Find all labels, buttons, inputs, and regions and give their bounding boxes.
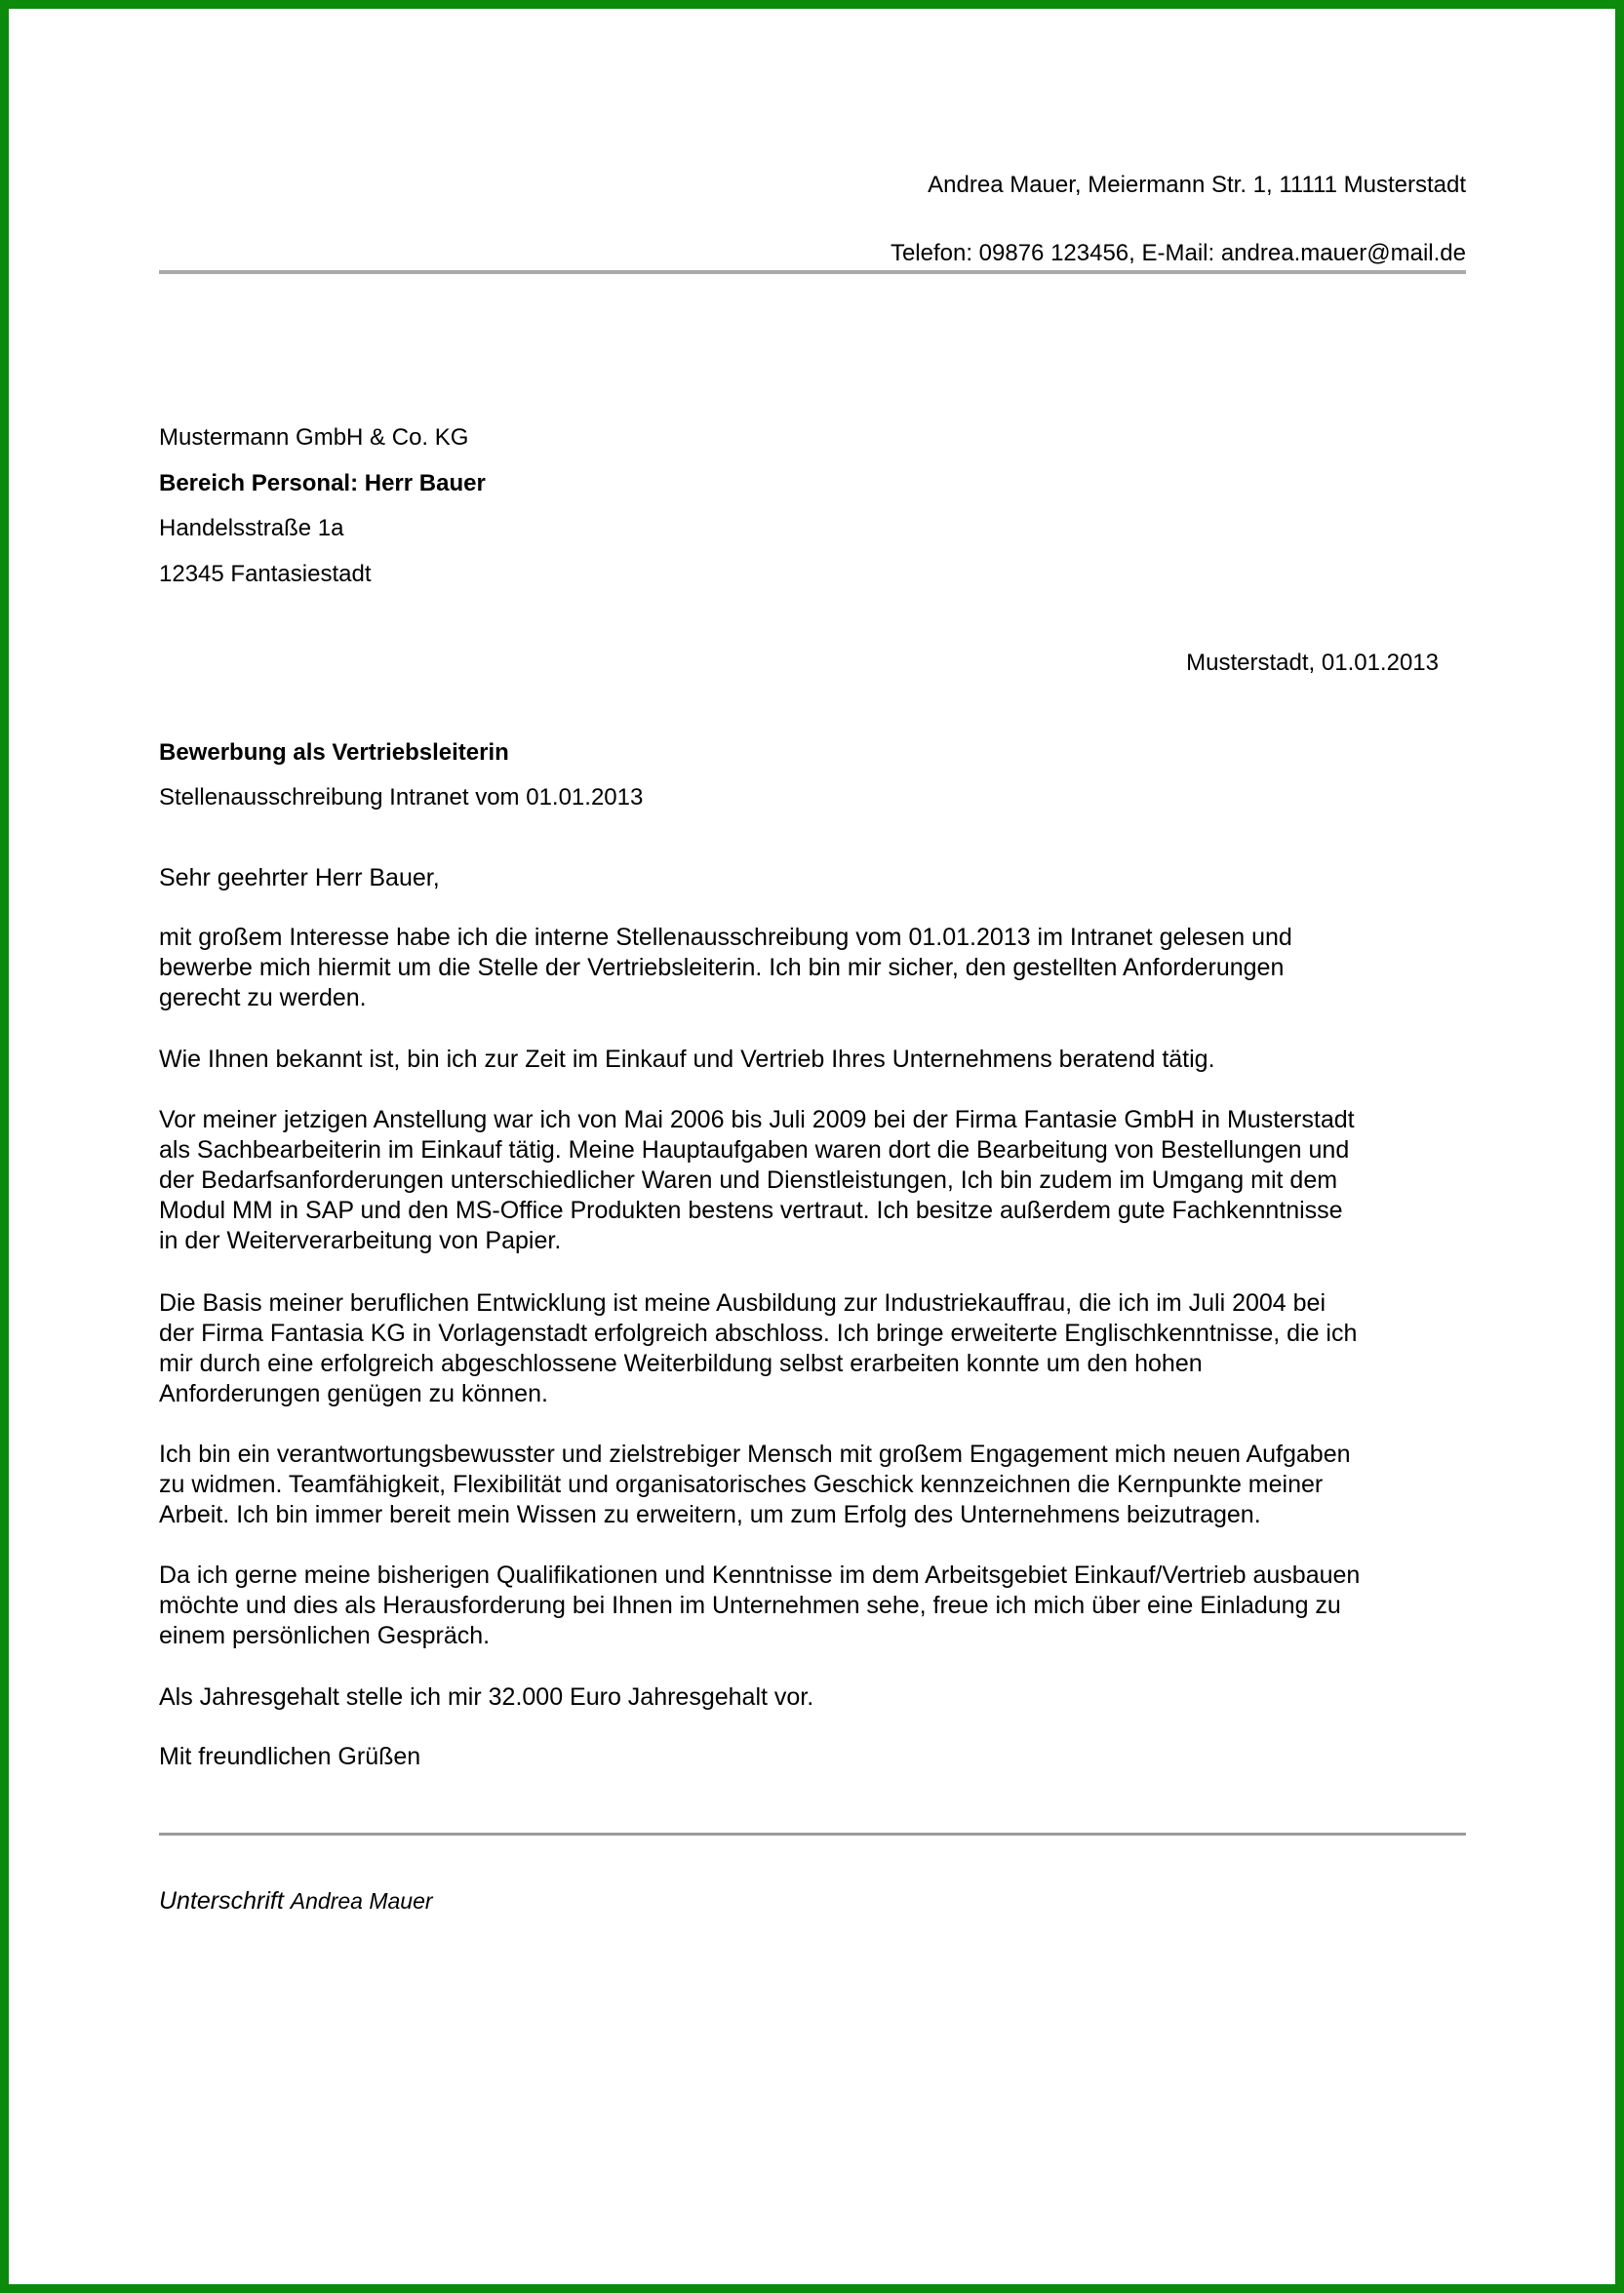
subject-title: Bewerbung als Vertriebsleiterin: [159, 739, 509, 766]
paragraph-text: Die Basis meiner beruflichen Entwicklung ist meine Ausbildung zur Industriekauffrau, die ich im Juli 2004 bei der Firma Fantasia KG in Vorlagenstadt erfolgreich abschloss. Ich bringe erweiterte Englischkenntnisse, die ich mir durch eine erfolgreich abgeschlossene Weiterbildung selbst erarbeiten konnte um den hohen Anforderungen genügen zu können.: [159, 1289, 1358, 1407]
paragraph-text: Vor meiner jetzigen Anstellung war ich von Mai 2006 bis Juli 2009 bei der Firma Fantasie GmbH in Musterstadt als Sachbearbeiterin im Einkauf tätig. Meine Hauptaufgaben waren dort die Bearbeitung von Bestellungen und der Bedarfsanforderungen unterschiedlicher Waren und Dienstleistungen, Ich bin zudem im Umgang mit dem Modul MM in SAP und den MS-Office Produkten bestens vertraut. Ich besitze außerdem gute Fachkenntnisse in der Weiterverarbeitung von Papier.: [159, 1106, 1355, 1254]
paragraph-2: [159, 1045, 1466, 1075]
recipient-company: Mustermann GmbH & Co. KG: [159, 424, 469, 451]
salutation: Sehr geehrter Herr Bauer,: [159, 864, 440, 891]
paragraph-text: Wie Ihnen bekannt ist, bin ich zur Zeit im Einkauf und Vertrieb Ihres Unternehmens beratend tätig.: [159, 1046, 1215, 1073]
signature-label: Unterschrift: [159, 1887, 284, 1915]
subject-reference: Stellenausschreibung Intranet vom 01.01.2013: [159, 784, 644, 810]
paragraph-text: Ich bin ein verantwortungsbewusster und zielstrebiger Mensch mit großem Engagement mich neuen Aufgaben zu widmen. Teamfähigkeit, Flexibilität und organisatorisches Geschick kennzeichnen die Kernpunkte meiner Arbeit. Ich bin immer bereit mein Wissen zu erweitern, um zum Erfolg des Unternehmens beizutragen.: [159, 1441, 1351, 1528]
recipient-department: Bereich Personal: Herr Bauer: [159, 470, 486, 496]
header-divider: [159, 270, 1466, 274]
paragraph-6: [159, 1561, 1466, 1651]
signature-name: Andrea Mauer: [290, 1888, 433, 1914]
sender-contact: Telefon: 09876 123456, E-Mail: andrea.mauer@mail.de: [890, 240, 1466, 266]
sender-address: Andrea Mauer, Meiermann Str. 1, 11111 Musterstadt: [928, 172, 1466, 198]
date-line: Musterstadt, 01.01.2013: [1186, 650, 1439, 676]
paragraph-3: [159, 1105, 1466, 1256]
paragraph-text: Da ich gerne meine bisherigen Qualifikationen und Kenntnisse im dem Arbeitsgebiet Einkauf/Vertrieb ausbauen möchte und dies als Herausforderung bei Ihnen im Unternehmen sehe, freue ich mich über eine Einladung zu einem persönlichen Gespräch.: [159, 1562, 1361, 1649]
paragraph-text: Als Jahresgehalt stelle ich mir 32.000 Euro Jahresgehalt vor.: [159, 1683, 814, 1711]
recipient-city: 12345 Fantasiestadt: [159, 561, 372, 587]
paragraph-7: [159, 1682, 1466, 1713]
paragraph-text: mit großem Interesse habe ich die interne Stellenausschreibung vom 01.01.2013 im Intranet gelesen und bewerbe mich hiermit um die Stelle der Vertriebsleiterin. Ich bin mir sicher, den gestellten Anforderungen gerecht zu werden.: [159, 924, 1292, 1011]
closing: Mit freundlichen Grüßen: [159, 1743, 421, 1770]
signature-line: [159, 1886, 433, 1916]
paragraph-4: [159, 1288, 1466, 1409]
recipient-street: Handelsstraße 1a: [159, 515, 344, 541]
paragraph-5: [159, 1440, 1466, 1530]
signature-divider: [159, 1833, 1466, 1836]
paragraph-1: [159, 923, 1466, 1013]
